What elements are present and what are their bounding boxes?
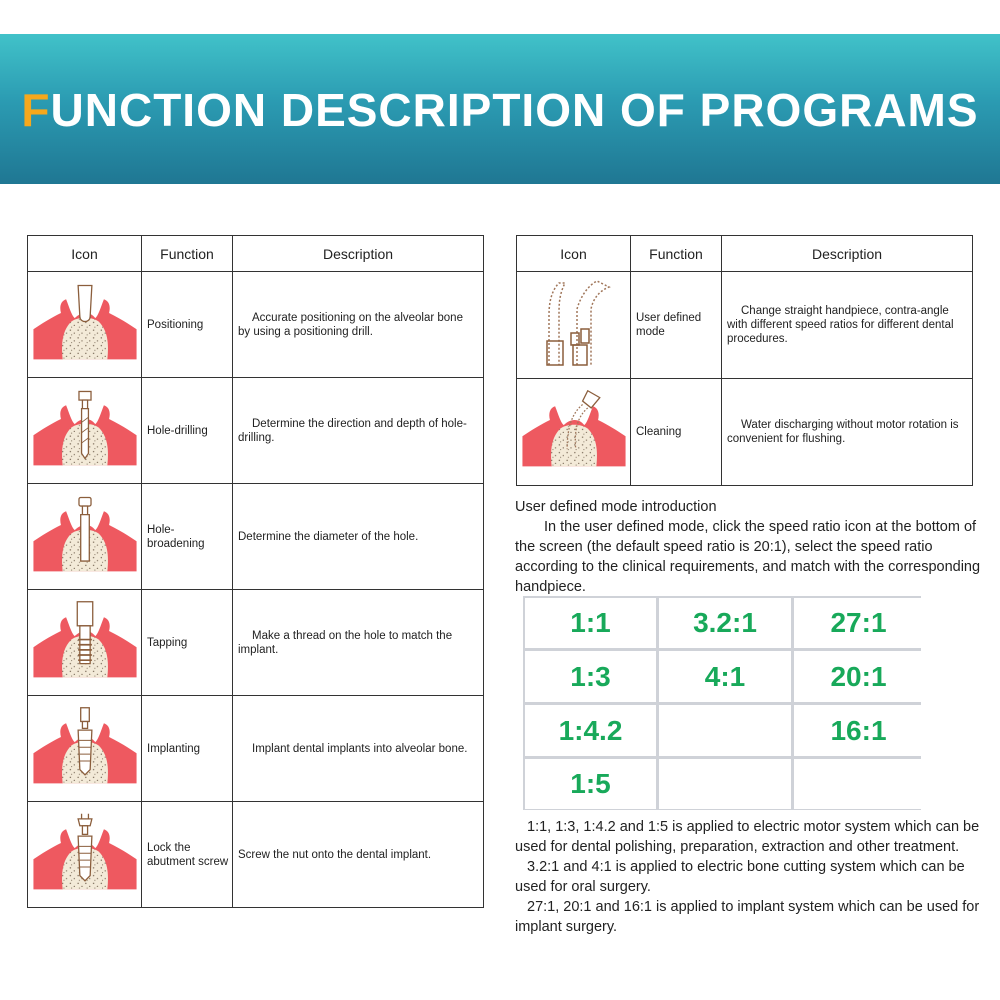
page-title xyxy=(0,34,1000,184)
table-row xyxy=(28,802,484,908)
user-defined-mode-icon xyxy=(517,272,631,379)
positioning-drill-icon xyxy=(28,272,142,378)
function-label: Hole-broadening xyxy=(142,484,233,590)
speed-ratio-grid xyxy=(523,596,921,810)
right-program-table xyxy=(516,235,973,486)
table-row xyxy=(517,272,973,379)
ratio-cell: 1:5 xyxy=(525,759,656,809)
description-text: Determine the diameter of the hole. xyxy=(233,484,484,590)
title-first-letter: F xyxy=(21,84,51,136)
header-icon: Icon xyxy=(28,236,142,272)
table-row xyxy=(28,590,484,696)
ratio-cell: 16:1 xyxy=(794,705,923,756)
header-function: Function xyxy=(142,236,233,272)
function-label: Hole-drilling xyxy=(142,378,233,484)
header-description: Description xyxy=(722,236,973,272)
header-banner xyxy=(0,34,1000,184)
hole-drilling-icon xyxy=(28,378,142,484)
note-bone-cutting: 3.2:1 and 4:1 is applied to electric bone cutting system which can be used for oral surgery. xyxy=(515,859,965,895)
ratio-cell: 1:1 xyxy=(525,598,656,648)
intro-paragraph: In the user defined mode, click the speed ratio icon at the bottom of the screen (the default speed ratio is 20:1), select the speed ratio according to the clinical requirements, and match with the corresponding handpiece. xyxy=(515,519,981,595)
description-text: Make a thread on the hole to match the implant. xyxy=(233,590,484,696)
function-label: Lock the abutment screw xyxy=(142,802,233,908)
ratio-cell: 1:4.2 xyxy=(525,705,656,756)
description-text: Change straight handpiece, contra-angle with different speed ratios for different dental procedures. xyxy=(722,272,973,379)
table-header-row xyxy=(28,236,484,272)
description-text: Screw the nut onto the dental implant. xyxy=(233,802,484,908)
implanting-icon xyxy=(28,696,142,802)
ratio-cell xyxy=(659,705,791,756)
note-implant-system: 27:1, 20:1 and 16:1 is applied to implant system which can be used for implant surgery. xyxy=(515,899,980,935)
ratio-cell xyxy=(659,759,791,809)
ratio-cell: 3.2:1 xyxy=(659,598,791,648)
table-row xyxy=(28,696,484,802)
cleaning-icon xyxy=(517,379,631,486)
ratio-cell: 27:1 xyxy=(794,598,923,648)
hole-broadening-icon xyxy=(28,484,142,590)
tapping-icon xyxy=(28,590,142,696)
table-row xyxy=(28,378,484,484)
left-program-table xyxy=(27,235,484,908)
table-row xyxy=(28,484,484,590)
function-label: Cleaning xyxy=(631,379,722,486)
ratio-cell: 20:1 xyxy=(794,651,923,702)
ratio-cell xyxy=(794,759,923,809)
description-text: Accurate positioning on the alveolar bone by using a positioning drill. xyxy=(233,272,484,378)
header-description: Description xyxy=(233,236,484,272)
function-label: Tapping xyxy=(142,590,233,696)
ratio-cell: 4:1 xyxy=(659,651,791,702)
function-label: User defined mode xyxy=(631,272,722,379)
lock-abutment-screw-icon xyxy=(28,802,142,908)
ratio-cell: 1:3 xyxy=(525,651,656,702)
header-icon: Icon xyxy=(517,236,631,272)
description-text: Implant dental implants into alveolar bone. xyxy=(233,696,484,802)
ratio-notes xyxy=(515,817,993,937)
title-rest: UNCTION DESCRIPTION OF PROGRAMS xyxy=(50,84,979,136)
description-text: Determine the direction and depth of hole-drilling. xyxy=(233,378,484,484)
note-electric-motor: 1:1, 1:3, 1:4.2 and 1:5 is applied to electric motor system which can be used for dental polishing, preparation, extraction and other treatment. xyxy=(515,819,980,855)
user-defined-intro xyxy=(515,497,985,597)
table-row xyxy=(517,379,973,486)
function-label: Positioning xyxy=(142,272,233,378)
header-function: Function xyxy=(631,236,722,272)
function-label: Implanting xyxy=(142,696,233,802)
table-header-row xyxy=(517,236,973,272)
table-row xyxy=(28,272,484,378)
description-text: Water discharging without motor rotation is convenient for flushing. xyxy=(722,379,973,486)
intro-heading: User defined mode introduction xyxy=(515,499,717,515)
